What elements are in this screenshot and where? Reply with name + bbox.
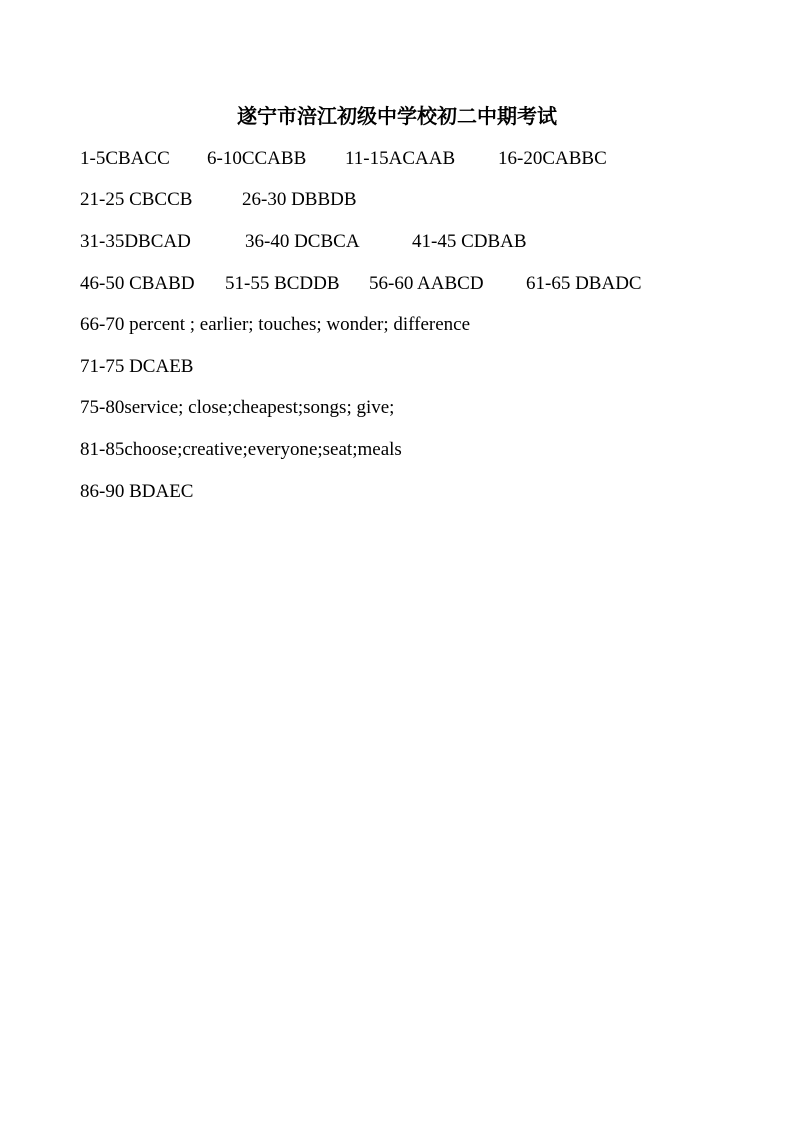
answer-group: 56-60 AABCD — [369, 273, 484, 294]
answer-group: 66-70 percent ; earlier; touches; wonder; difference — [80, 314, 471, 335]
answer-group: 16-20CABBC — [498, 148, 607, 169]
answer-group: 86-90 BDAEC — [80, 481, 194, 502]
answer-group: 81-85choose;creative;everyone;seat;meals — [80, 439, 402, 460]
answer-group: 21-25 CBCCB — [80, 189, 193, 210]
answer-group: 41-45 CDBAB — [412, 231, 527, 252]
answer-group: 46-50 CBABD — [80, 273, 195, 294]
answer-group: 51-55 BCDDB — [225, 273, 340, 294]
answer-group: 26-30 DBBDB — [242, 189, 357, 210]
document-title: 遂宁市涪江初级中学校初二中期考试 — [237, 104, 557, 128]
answer-group: 71-75 DCAEB — [80, 356, 194, 377]
answer-group: 6-10CCABB — [207, 148, 307, 169]
answer-group: 1-5CBACC — [80, 148, 170, 169]
answer-group: 61-65 DBADC — [526, 273, 642, 294]
answer-group: 75-80service; close;cheapest;songs; give; — [80, 397, 395, 418]
answer-group: 31-35DBCAD — [80, 231, 191, 252]
answer-group: 11-15ACAAB — [345, 148, 456, 169]
answer-group: 36-40 DCBCA — [245, 231, 360, 252]
